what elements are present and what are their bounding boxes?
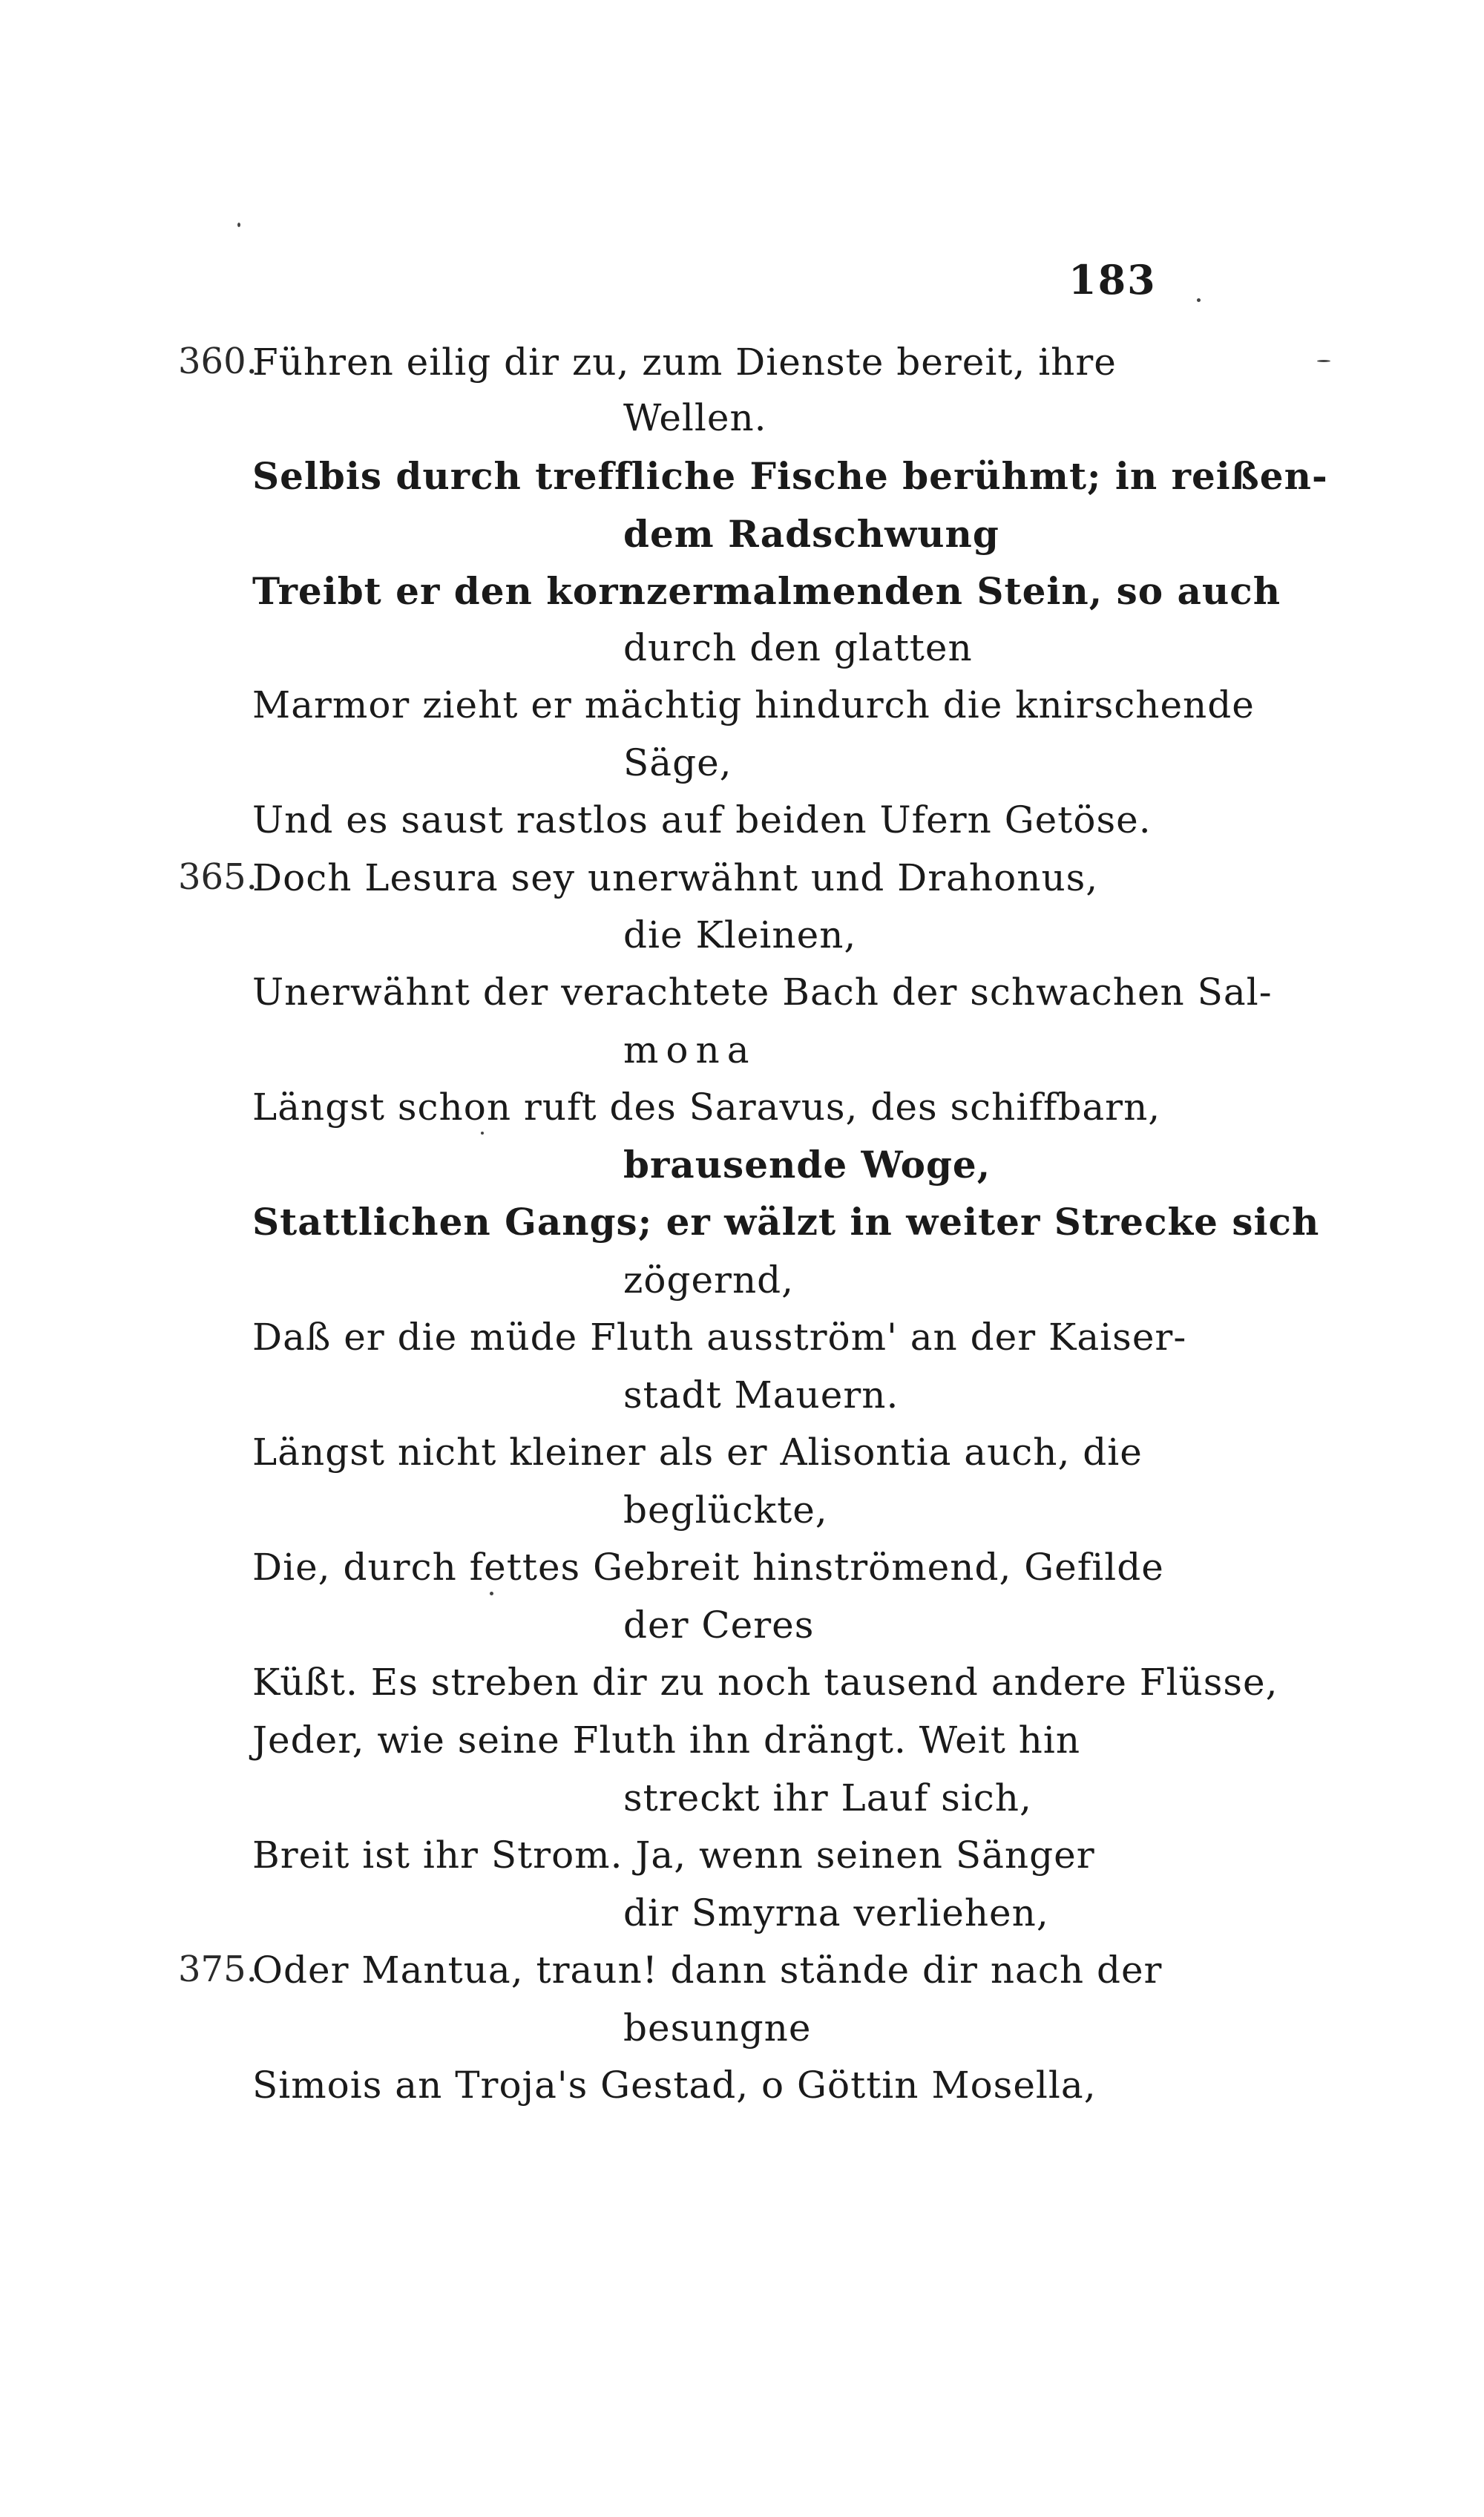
scan-speck [490,1592,493,1595]
verse-line: Breit ist ihr Strom. Ja, wenn seinen Sänger [252,1834,1095,1877]
verse-continuation: mona [623,1028,757,1072]
scan-speck [1317,360,1330,362]
scan-speck [237,223,240,227]
verse-continuation: beglückte, [623,1489,828,1532]
verse-continuation: brausende Woge, [623,1143,991,1187]
verse-continuation: Wellen. [623,396,767,439]
verse-line: Und es saust rastlos auf beiden Ufern Getöse. [252,798,1152,841]
verse-line: Jeder, wie seine Fluth ihn drängt. Weit hin [252,1719,1081,1762]
verse-line: Marmor zieht er mächtig hindurch die knirschende [252,683,1255,726]
verse-continuation: zögernd, [623,1258,795,1302]
verse-continuation: durch den glatten [623,626,973,669]
verse-line: Simois an Troja's Gestad, o Göttin Mosella, [252,2064,1097,2107]
verse-continuation: Säge, [623,741,732,784]
verse-line: Die, durch fettes Gebreit hinströmend, Gefilde [252,1546,1164,1589]
verse-line: Stattlichen Gangs; er wälzt in weiter Strecke sich [252,1200,1320,1244]
verse-continuation: besungne [623,2006,812,2050]
verse-continuation: die Kleinen, [623,913,857,956]
scan-speck [481,1132,484,1135]
verse-continuation: dem Radschwung [623,512,999,556]
verse-line: Treibt er den kornzermalmenden Stein, so auch [252,569,1281,613]
verse-line: Führen eilig dir zu, zum Dienste bereit, ihre [252,341,1117,384]
verse-line: Küßt. Es streben dir zu noch tausend andere Flüsse, [252,1661,1278,1704]
verse-line: Längst nicht kleiner als er Alisontia auch, die [252,1431,1143,1474]
verse-line: Längst schon ruft des Saravus, des schiffbarn, [252,1086,1161,1129]
verse-line: Selbis durch treffliche Fische berühmt; in reißen- [252,454,1328,498]
verse-continuation: stadt Mauern. [623,1374,899,1417]
verse-continuation: der Ceres [623,1604,815,1647]
verse-continuation: dir Smyrna verliehen, [623,1891,1049,1934]
line-number-360: 360. [178,341,257,382]
page-number: 183 [1068,256,1157,303]
verse-continuation: streckt ihr Lauf sich, [623,1776,1032,1819]
line-number-375: 375. [178,1949,257,1990]
verse-line: Unerwähnt der verachtete Bach der schwachen Sal- [252,971,1273,1014]
verse-line: Oder Mantua, traun! dann stände dir nach der [252,1949,1163,1992]
line-number-365: 365. [178,856,257,898]
verse-line: Doch Lesura sey unerwähnt und Drahonus, [252,856,1099,899]
scan-speck [1197,298,1201,302]
verse-line: Daß er die müde Fluth ausström' an der Kaiser- [252,1316,1187,1359]
